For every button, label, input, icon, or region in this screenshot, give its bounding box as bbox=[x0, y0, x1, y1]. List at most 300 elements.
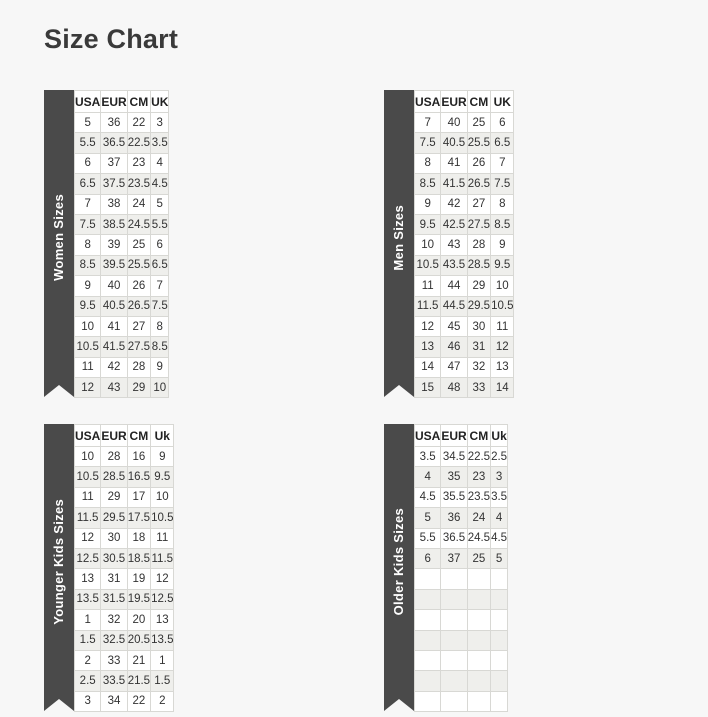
table-cell: 4 bbox=[151, 153, 169, 173]
table-cell: 6 bbox=[75, 153, 101, 173]
table-cell: 4.5 bbox=[415, 487, 441, 507]
table-cell: 25 bbox=[467, 548, 490, 568]
table-cell: 8 bbox=[415, 153, 441, 173]
table-cell: 6.5 bbox=[75, 174, 101, 194]
table-cell: 14 bbox=[415, 357, 441, 377]
table-cell: 3.5 bbox=[491, 487, 508, 507]
size-table-side-tab-olderkids bbox=[384, 424, 414, 699]
table-row bbox=[415, 630, 508, 650]
tab-notch-decoration bbox=[44, 385, 74, 397]
table-row bbox=[415, 447, 508, 467]
table-cell bbox=[467, 589, 490, 609]
table-cell bbox=[467, 691, 490, 711]
table-row bbox=[415, 691, 508, 711]
table-cell bbox=[441, 569, 467, 589]
table-cell: 47 bbox=[441, 357, 467, 377]
size-table-tab-label: Women Sizes bbox=[51, 193, 66, 281]
table-cell: 5 bbox=[75, 113, 101, 133]
table-cell: 7 bbox=[75, 194, 101, 214]
table-cell: 11 bbox=[491, 316, 514, 336]
table-cell: 8.5 bbox=[491, 214, 514, 234]
table-row bbox=[75, 691, 174, 711]
table-row bbox=[415, 589, 508, 609]
table-cell: 17 bbox=[127, 487, 150, 507]
table-cell: 24.5 bbox=[467, 528, 490, 548]
table-cell: 20 bbox=[127, 610, 150, 630]
table-cell: 24 bbox=[467, 508, 490, 528]
table-cell: 36.5 bbox=[101, 133, 127, 153]
table-row bbox=[415, 194, 514, 214]
table-cell: 41.5 bbox=[441, 174, 467, 194]
table-cell: 27 bbox=[127, 316, 150, 336]
table-cell: 34 bbox=[101, 691, 127, 711]
table-cell: 28.5 bbox=[101, 467, 127, 487]
table-row bbox=[75, 589, 174, 609]
table-row bbox=[75, 447, 174, 467]
table-cell: 8.5 bbox=[151, 337, 169, 357]
table-cell: 40 bbox=[101, 276, 127, 296]
table-cell: 12.5 bbox=[151, 589, 174, 609]
table-cell: 3.5 bbox=[415, 447, 441, 467]
table-row bbox=[415, 467, 508, 487]
table-cell: 3.5 bbox=[151, 133, 169, 153]
table-row bbox=[415, 276, 514, 296]
table-cell: 28 bbox=[127, 357, 150, 377]
table-row bbox=[75, 508, 174, 528]
table-cell: 32 bbox=[101, 610, 127, 630]
table-cell: 9.5 bbox=[415, 214, 441, 234]
table-cell: 8 bbox=[491, 194, 514, 214]
table-row bbox=[415, 378, 514, 398]
table-row bbox=[75, 528, 174, 548]
table-cell: 21 bbox=[127, 650, 150, 670]
column-header: CM bbox=[127, 425, 150, 447]
table-cell: 37.5 bbox=[101, 174, 127, 194]
table-row bbox=[415, 337, 514, 357]
table-cell: 3 bbox=[151, 113, 169, 133]
table-cell bbox=[467, 630, 490, 650]
table-cell: 16.5 bbox=[127, 467, 150, 487]
table-cell: 31 bbox=[467, 337, 490, 357]
table-cell: 27.5 bbox=[127, 337, 150, 357]
table-cell: 9 bbox=[415, 194, 441, 214]
table-row bbox=[75, 153, 169, 173]
table-row bbox=[75, 113, 169, 133]
column-header: USA bbox=[415, 425, 441, 447]
table-cell bbox=[441, 630, 467, 650]
table-header-row bbox=[75, 425, 174, 447]
table-cell: 35.5 bbox=[441, 487, 467, 507]
table-cell: 6.5 bbox=[491, 133, 514, 153]
table-cell: 37 bbox=[101, 153, 127, 173]
table-row bbox=[415, 357, 514, 377]
size-table-women bbox=[74, 90, 169, 398]
table-row bbox=[415, 113, 514, 133]
table-cell: 36 bbox=[441, 508, 467, 528]
table-cell: 7.5 bbox=[151, 296, 169, 316]
table-row bbox=[75, 296, 169, 316]
table-cell bbox=[415, 569, 441, 589]
table-cell bbox=[441, 671, 467, 691]
table-row bbox=[415, 316, 514, 336]
table-row bbox=[415, 487, 508, 507]
table-header-row bbox=[415, 91, 514, 113]
table-cell: 18 bbox=[127, 528, 150, 548]
table-row bbox=[75, 569, 174, 589]
table-cell bbox=[491, 589, 508, 609]
table-cell: 11 bbox=[75, 357, 101, 377]
table-cell: 26 bbox=[127, 276, 150, 296]
table-row bbox=[415, 235, 514, 255]
table-cell: 29 bbox=[467, 276, 490, 296]
table-cell: 39.5 bbox=[101, 255, 127, 275]
table-row bbox=[415, 174, 514, 194]
table-cell: 34.5 bbox=[441, 447, 467, 467]
table-row bbox=[75, 255, 169, 275]
table-cell: 37 bbox=[441, 548, 467, 568]
table-cell: 9.5 bbox=[151, 467, 174, 487]
table-cell: 5.5 bbox=[151, 214, 169, 234]
table-row bbox=[75, 378, 169, 398]
size-table-tab-label: Younger Kids Sizes bbox=[51, 498, 66, 625]
table-cell: 43 bbox=[441, 235, 467, 255]
table-cell: 25 bbox=[127, 235, 150, 255]
table-cell bbox=[491, 630, 508, 650]
table-cell: 22 bbox=[127, 691, 150, 711]
table-cell: 25 bbox=[467, 113, 490, 133]
size-table-side-tab-men bbox=[384, 90, 414, 385]
table-row bbox=[415, 296, 514, 316]
column-header: EUR bbox=[101, 425, 127, 447]
table-cell: 19.5 bbox=[127, 589, 150, 609]
table-cell: 11 bbox=[151, 528, 174, 548]
table-cell: 33 bbox=[101, 650, 127, 670]
table-row bbox=[75, 235, 169, 255]
size-table-side-tab-youngerkids bbox=[44, 424, 74, 699]
table-cell bbox=[415, 671, 441, 691]
table-row bbox=[75, 548, 174, 568]
table-cell: 13 bbox=[151, 610, 174, 630]
table-header-row bbox=[75, 91, 169, 113]
table-cell: 7.5 bbox=[491, 174, 514, 194]
table-cell: 13.5 bbox=[75, 589, 101, 609]
table-row bbox=[415, 569, 508, 589]
table-cell: 30.5 bbox=[101, 548, 127, 568]
table-row bbox=[75, 467, 174, 487]
size-table-tab-label: Older Kids Sizes bbox=[391, 507, 406, 616]
table-cell: 2.5 bbox=[75, 671, 101, 691]
column-header: EUR bbox=[441, 425, 467, 447]
table-cell: 13 bbox=[415, 337, 441, 357]
size-table-olderkids bbox=[414, 424, 508, 712]
tab-notch-decoration bbox=[384, 699, 414, 711]
column-header: Uk bbox=[151, 425, 174, 447]
table-cell: 23 bbox=[467, 467, 490, 487]
table-row bbox=[75, 174, 169, 194]
table-row bbox=[75, 276, 169, 296]
table-cell: 12 bbox=[151, 569, 174, 589]
table-row bbox=[415, 508, 508, 528]
table-cell: 39 bbox=[101, 235, 127, 255]
table-cell bbox=[491, 610, 508, 630]
table-cell bbox=[441, 691, 467, 711]
table-cell: 42 bbox=[441, 194, 467, 214]
table-row bbox=[75, 671, 174, 691]
table-cell: 9 bbox=[491, 235, 514, 255]
table-cell: 41 bbox=[441, 153, 467, 173]
table-cell: 22 bbox=[127, 113, 150, 133]
table-cell: 1.5 bbox=[151, 671, 174, 691]
table-cell: 9.5 bbox=[491, 255, 514, 275]
table-cell: 7 bbox=[415, 113, 441, 133]
table-row bbox=[415, 133, 514, 153]
table-cell: 10 bbox=[151, 487, 174, 507]
size-table-tab-label: Men Sizes bbox=[391, 204, 406, 271]
table-cell: 5.5 bbox=[75, 133, 101, 153]
size-table-men bbox=[414, 90, 514, 398]
table-cell: 13 bbox=[75, 569, 101, 589]
table-cell: 12 bbox=[491, 337, 514, 357]
table-cell: 18.5 bbox=[127, 548, 150, 568]
table-cell: 28 bbox=[467, 235, 490, 255]
table-cell: 10 bbox=[491, 276, 514, 296]
table-cell: 10 bbox=[151, 378, 169, 398]
table-cell: 6.5 bbox=[151, 255, 169, 275]
table-cell: 29 bbox=[127, 378, 150, 398]
table-cell: 2.5 bbox=[491, 447, 508, 467]
table-cell: 2 bbox=[151, 691, 174, 711]
column-header: EUR bbox=[101, 91, 127, 113]
table-cell: 9 bbox=[151, 447, 174, 467]
table-cell: 10.5 bbox=[75, 467, 101, 487]
table-cell: 10.5 bbox=[491, 296, 514, 316]
table-cell: 19 bbox=[127, 569, 150, 589]
table-cell: 8.5 bbox=[75, 255, 101, 275]
table-cell: 27.5 bbox=[467, 214, 490, 234]
column-header: EUR bbox=[441, 91, 467, 113]
size-table-side-tab-women bbox=[44, 90, 74, 385]
table-cell: 5 bbox=[491, 548, 508, 568]
column-header: USA bbox=[415, 91, 441, 113]
table-cell: 12.5 bbox=[75, 548, 101, 568]
table-cell: 10 bbox=[75, 447, 101, 467]
table-cell bbox=[415, 610, 441, 630]
table-cell: 16 bbox=[127, 447, 150, 467]
table-cell: 28 bbox=[101, 447, 127, 467]
table-cell: 20.5 bbox=[127, 630, 150, 650]
table-cell: 15 bbox=[415, 378, 441, 398]
table-cell: 48 bbox=[441, 378, 467, 398]
table-cell: 17.5 bbox=[127, 508, 150, 528]
table-row bbox=[75, 630, 174, 650]
table-cell bbox=[441, 610, 467, 630]
table-cell: 29.5 bbox=[467, 296, 490, 316]
table-cell: 25.5 bbox=[127, 255, 150, 275]
table-row bbox=[415, 610, 508, 630]
table-cell: 13 bbox=[491, 357, 514, 377]
table-cell bbox=[467, 569, 490, 589]
table-cell: 10 bbox=[75, 316, 101, 336]
table-cell: 11.5 bbox=[415, 296, 441, 316]
tab-notch-decoration bbox=[44, 699, 74, 711]
table-cell bbox=[467, 610, 490, 630]
table-cell bbox=[491, 569, 508, 589]
table-cell: 32.5 bbox=[101, 630, 127, 650]
table-cell: 10.5 bbox=[75, 337, 101, 357]
table-cell: 10.5 bbox=[151, 508, 174, 528]
table-cell: 24 bbox=[127, 194, 150, 214]
table-row bbox=[75, 316, 169, 336]
table-cell bbox=[415, 630, 441, 650]
table-row bbox=[415, 153, 514, 173]
table-cell: 33.5 bbox=[101, 671, 127, 691]
table-cell: 31 bbox=[101, 569, 127, 589]
table-cell: 4 bbox=[415, 467, 441, 487]
table-cell: 24.5 bbox=[127, 214, 150, 234]
table-cell bbox=[415, 691, 441, 711]
table-cell: 9 bbox=[75, 276, 101, 296]
table-row bbox=[415, 650, 508, 670]
table-row bbox=[75, 610, 174, 630]
table-cell: 8 bbox=[151, 316, 169, 336]
table-row bbox=[75, 487, 174, 507]
table-cell: 11.5 bbox=[75, 508, 101, 528]
table-cell: 11 bbox=[415, 276, 441, 296]
table-cell: 41 bbox=[101, 316, 127, 336]
table-row bbox=[415, 548, 508, 568]
table-cell: 6 bbox=[151, 235, 169, 255]
table-row bbox=[75, 133, 169, 153]
table-header-row bbox=[415, 425, 508, 447]
table-cell: 36 bbox=[101, 113, 127, 133]
table-cell: 6 bbox=[491, 113, 514, 133]
table-cell: 4.5 bbox=[151, 174, 169, 194]
table-cell: 5.5 bbox=[415, 528, 441, 548]
table-cell: 42 bbox=[101, 357, 127, 377]
table-cell: 7.5 bbox=[415, 133, 441, 153]
table-cell: 32 bbox=[467, 357, 490, 377]
table-cell: 21.5 bbox=[127, 671, 150, 691]
table-row bbox=[415, 528, 508, 548]
table-cell: 38.5 bbox=[101, 214, 127, 234]
table-cell: 1 bbox=[151, 650, 174, 670]
table-cell: 22.5 bbox=[467, 447, 490, 467]
table-cell: 9.5 bbox=[75, 296, 101, 316]
table-cell: 1.5 bbox=[75, 630, 101, 650]
table-cell bbox=[415, 650, 441, 670]
table-cell: 46 bbox=[441, 337, 467, 357]
table-cell: 29 bbox=[101, 487, 127, 507]
column-header: CM bbox=[467, 425, 490, 447]
table-cell: 3 bbox=[491, 467, 508, 487]
table-cell: 6 bbox=[415, 548, 441, 568]
column-header: USA bbox=[75, 91, 101, 113]
table-row bbox=[75, 214, 169, 234]
table-cell: 33 bbox=[467, 378, 490, 398]
tab-notch-decoration bbox=[384, 385, 414, 397]
table-cell: 43 bbox=[101, 378, 127, 398]
table-cell bbox=[491, 650, 508, 670]
table-row bbox=[75, 650, 174, 670]
table-cell: 23.5 bbox=[127, 174, 150, 194]
table-row bbox=[415, 214, 514, 234]
table-cell: 8 bbox=[75, 235, 101, 255]
column-header: CM bbox=[467, 91, 490, 113]
table-cell: 22.5 bbox=[127, 133, 150, 153]
table-cell bbox=[441, 650, 467, 670]
table-cell: 25.5 bbox=[467, 133, 490, 153]
table-row bbox=[75, 357, 169, 377]
table-cell: 42.5 bbox=[441, 214, 467, 234]
table-cell: 35 bbox=[441, 467, 467, 487]
table-cell: 30 bbox=[467, 316, 490, 336]
table-cell: 23.5 bbox=[467, 487, 490, 507]
table-cell bbox=[415, 589, 441, 609]
table-cell: 12 bbox=[415, 316, 441, 336]
table-cell: 5 bbox=[151, 194, 169, 214]
table-cell: 11 bbox=[75, 487, 101, 507]
column-header: CM bbox=[127, 91, 150, 113]
table-cell: 12 bbox=[75, 378, 101, 398]
table-cell: 36.5 bbox=[441, 528, 467, 548]
column-header: UK bbox=[151, 91, 169, 113]
table-cell: 10.5 bbox=[415, 255, 441, 275]
table-cell: 4 bbox=[491, 508, 508, 528]
table-cell bbox=[441, 589, 467, 609]
table-row bbox=[415, 671, 508, 691]
table-cell: 40.5 bbox=[101, 296, 127, 316]
table-cell: 2 bbox=[75, 650, 101, 670]
table-cell: 7 bbox=[491, 153, 514, 173]
table-cell: 44.5 bbox=[441, 296, 467, 316]
table-cell: 10 bbox=[415, 235, 441, 255]
table-cell: 40 bbox=[441, 113, 467, 133]
table-cell: 3 bbox=[75, 691, 101, 711]
table-cell: 5 bbox=[415, 508, 441, 528]
table-cell: 4.5 bbox=[491, 528, 508, 548]
column-header: Uk bbox=[491, 425, 508, 447]
column-header: USA bbox=[75, 425, 101, 447]
table-cell: 29.5 bbox=[101, 508, 127, 528]
column-header: UK bbox=[491, 91, 514, 113]
table-cell: 45 bbox=[441, 316, 467, 336]
table-cell: 27 bbox=[467, 194, 490, 214]
table-cell bbox=[491, 671, 508, 691]
table-cell: 38 bbox=[101, 194, 127, 214]
size-table-youngerkids bbox=[74, 424, 174, 712]
table-cell: 7 bbox=[151, 276, 169, 296]
table-cell: 9 bbox=[151, 357, 169, 377]
table-cell: 8.5 bbox=[415, 174, 441, 194]
table-cell: 13.5 bbox=[151, 630, 174, 650]
table-cell: 7.5 bbox=[75, 214, 101, 234]
table-cell bbox=[467, 671, 490, 691]
table-cell: 23 bbox=[127, 153, 150, 173]
table-cell: 28.5 bbox=[467, 255, 490, 275]
table-cell: 41.5 bbox=[101, 337, 127, 357]
table-cell: 43.5 bbox=[441, 255, 467, 275]
table-row bbox=[415, 255, 514, 275]
table-cell: 11.5 bbox=[151, 548, 174, 568]
table-row bbox=[75, 337, 169, 357]
table-cell: 26 bbox=[467, 153, 490, 173]
table-cell: 14 bbox=[491, 378, 514, 398]
table-cell: 44 bbox=[441, 276, 467, 296]
table-cell: 40.5 bbox=[441, 133, 467, 153]
table-cell: 26.5 bbox=[127, 296, 150, 316]
table-row bbox=[75, 194, 169, 214]
table-cell bbox=[467, 650, 490, 670]
